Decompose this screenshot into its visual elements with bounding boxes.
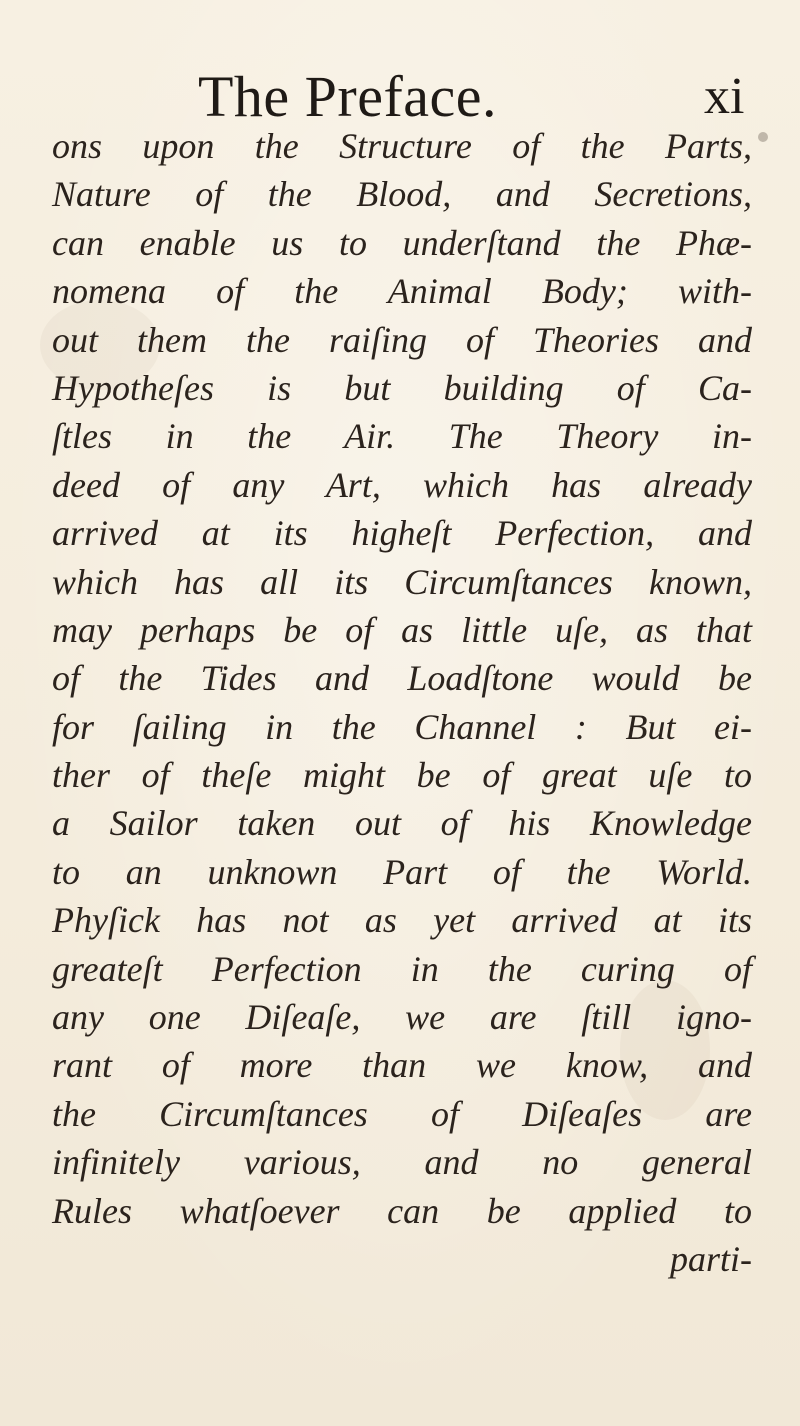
text-line: ther of theſe might be of great uſe to [52,755,752,796]
text-line: for ſailing in the Channel : But ei- [52,706,752,747]
ink-dot-ornament [758,132,768,142]
text-line: which has all its Circumſtances known, [52,561,752,602]
text-line: arrived at its higheſt Perfection, and [52,513,752,554]
text-line: Hypotheſes is but building of Ca- [52,367,752,408]
running-title: The Preface. [198,64,498,129]
page-number: xi [704,68,745,125]
text-line: of the Tides and Loadſtone would be [52,658,752,699]
catchword: parti- [669,1238,752,1279]
text-line: deed of any Art, which has already [52,464,752,505]
text-line: any one Diſeaſe, we are ſtill igno- [52,997,752,1038]
text-line: ons upon the Structure of the Parts, [52,126,752,166]
text-line: can enable us to underſtand the Phæ- [52,222,752,263]
text-line: may perhaps be of as little uſe, as that [52,609,752,650]
text-line: Phyſick has not as yet arrived at its [52,900,752,941]
text-line: Rules whatſoever can be applied to [52,1190,752,1231]
text-line: infinitely various, and no general [52,1142,752,1183]
text-line: a Sailor taken out of his Knowledge [52,803,752,844]
text-line: to an unknown Part of the World. [52,851,752,892]
text-line: rant of more than we know, and [52,1045,752,1086]
text-line: Nature of the Blood, and Secretions, [52,174,752,215]
text-line: ſtles in the Air. The Theory in- [52,416,752,457]
text-line: nomena of the Animal Body; with- [52,271,752,312]
text-line: greateſt Perfection in the curing of [52,948,752,989]
text-line: the Circumſtances of Diſeaſes are [52,1093,752,1134]
text-line: out them the raiſing of Theories and [52,319,752,360]
preface-text [52,122,752,1283]
